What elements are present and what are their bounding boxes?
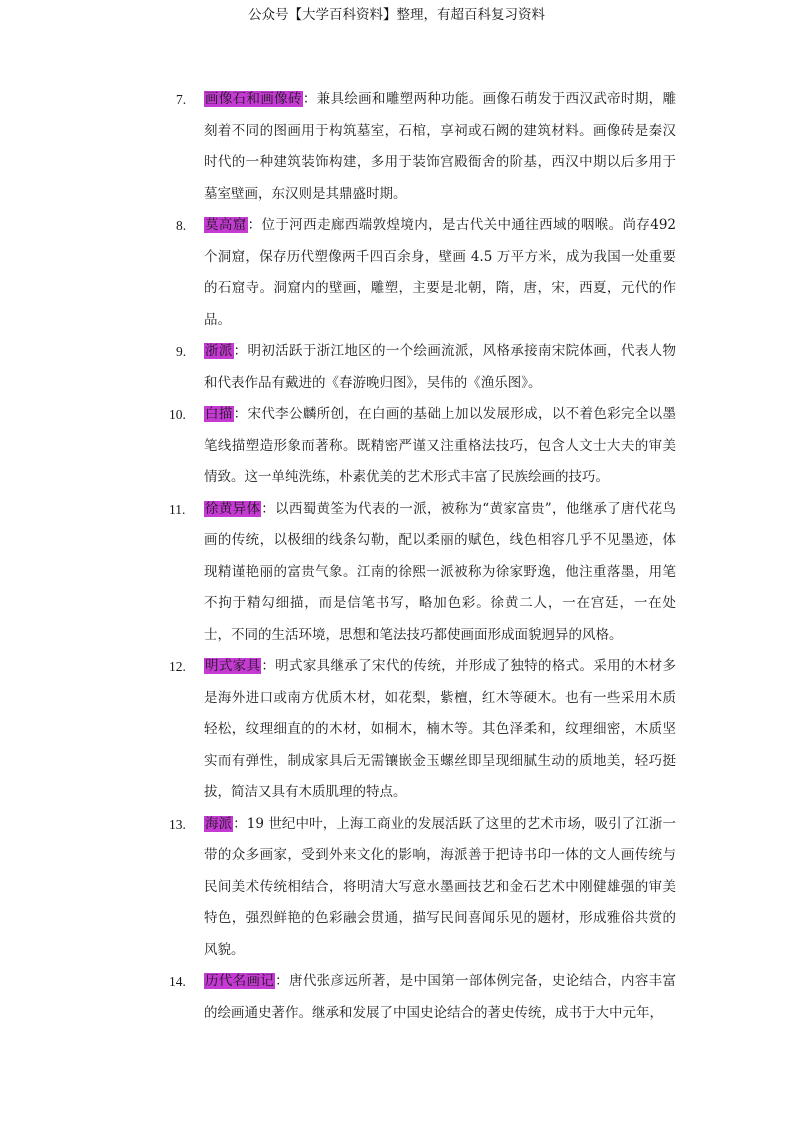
item-number: 12. xyxy=(169,659,186,674)
highlighted-term: 白描 xyxy=(205,406,233,422)
highlighted-term: 明式家具 xyxy=(205,658,261,674)
item-text: ：宋代李公麟所创，在白画的基础上加以发展形成，以不着色彩完全以墨笔线描塑造形象而著称。既精密严谨又注重格法技巧，包含人文士大夫的审美情致。这一单纯洗练，朴素优美的艺术形式丰富了民族绘画的技巧。 xyxy=(204,406,677,485)
item-number: 10. xyxy=(169,407,186,422)
list-item xyxy=(169,966,677,1029)
item-number: 9. xyxy=(176,344,187,359)
item-text: ：明式家具继承了宋代的传统，并形成了独特的格式。采用的木材多是海外进口或南方优质木材，如花梨，紫檀，红木等硬木。也有一些采用木质轻松，纹理细直的的木材，如桐木，楠木等。其色泽柔和，纹理细密，木质坚实而有弹性，制成家具后无需镶嵌金玉螺丝即呈现细腻生动的质地美，轻巧挺拔，简洁又具有木质肌理的特点。 xyxy=(204,658,677,800)
list-item xyxy=(176,210,676,336)
page-header: 公众号【大学百科资料】整理，有超百科复习资料 xyxy=(248,7,545,23)
item-text: ：以西蜀黄筌为代表的一派，被称为“黄家富贵”，他继承了唐代花鸟画的传统，以极细的线条勾勒，配以柔丽的赋色，线色相容几乎不见墨迹，体现精谨艳丽的富贵气象。江南的徐熙一派被称为徐家野逸，他注重落墨，用笔不拘于精勾细描，而是信笔书写，略加色彩。徐黄二人，一在宫廷，一在处士，不同的生活环境，思想和笔法技巧都使画面形成面貌迥异的风格。 xyxy=(204,500,676,643)
highlighted-term: 莫高窟 xyxy=(205,217,247,233)
item-number: 11. xyxy=(169,501,186,517)
highlighted-term: 海派 xyxy=(205,815,233,832)
list-item xyxy=(169,809,677,967)
list-item xyxy=(169,651,677,809)
item-number: 14. xyxy=(169,974,186,989)
list-item xyxy=(169,399,677,494)
highlighted-term: 浙派 xyxy=(205,343,233,359)
list-item xyxy=(169,494,676,652)
list-item xyxy=(176,84,676,210)
list-item xyxy=(176,336,676,399)
item-text: ：位于河西走廊西端敦煌境内，是古代关中通往西域的咽喉。尚存492个洞窟，保存历代塑像两千四百余身，壁画 4.5 万平方米，成为我国一处重要的石窟寺。洞窟内的壁画，雕塑，主要是北朝，隋，唐，宋，西夏，元代的作品。 xyxy=(204,217,676,328)
highlighted-term: 徐黄异体 xyxy=(205,500,261,517)
item-text: ：19 世纪中叶，上海工商业的发展活跃了这里的艺术市场，吸引了江浙一带的众多画家，受到外来文化的影响，海派善于把诗书印一体的文人画传统与民间美术传统相结合，将明清大写意水墨画技艺和金石艺术中刚健雄强的审美特色，强烈鲜艳的色彩融会贯通，描写民间喜闻乐见的题材，形成雅俗共赏的风貌。 xyxy=(204,815,677,958)
item-text: ：明初活跃于浙江地区的一个绘画流派，风格承接南宋院体画，代表人物和代表作品有戴进的《春游晚归图》，吴伟的《渔乐图》。 xyxy=(204,343,677,391)
item-text: ：唐代张彦远所著，是中国第一部体例完备，史论结合，内容丰富的绘画通史著作。继承和发展了中国史论结合的著史传统，成书于大中元年， xyxy=(204,973,677,1021)
highlighted-term: 画像石和画像砖 xyxy=(205,91,302,107)
item-number: 8. xyxy=(176,218,187,233)
document-body xyxy=(169,84,677,1029)
highlighted-term: 历代名画记 xyxy=(205,973,275,989)
item-number: 7. xyxy=(176,92,187,107)
item-text: ：兼具绘画和雕塑两种功能。画像石萌发于西汉武帝时期，雕刻着不同的图画用于构筑墓室，石棺，享祠或石阙的建筑材料。画像砖是秦汉时代的一种建筑装饰构建，多用于装饰宫殿衙舍的阶基，西汉中期以后多用于墓室壁画，东汉则是其鼎盛时期。 xyxy=(204,91,677,202)
item-number: 13. xyxy=(169,816,186,832)
